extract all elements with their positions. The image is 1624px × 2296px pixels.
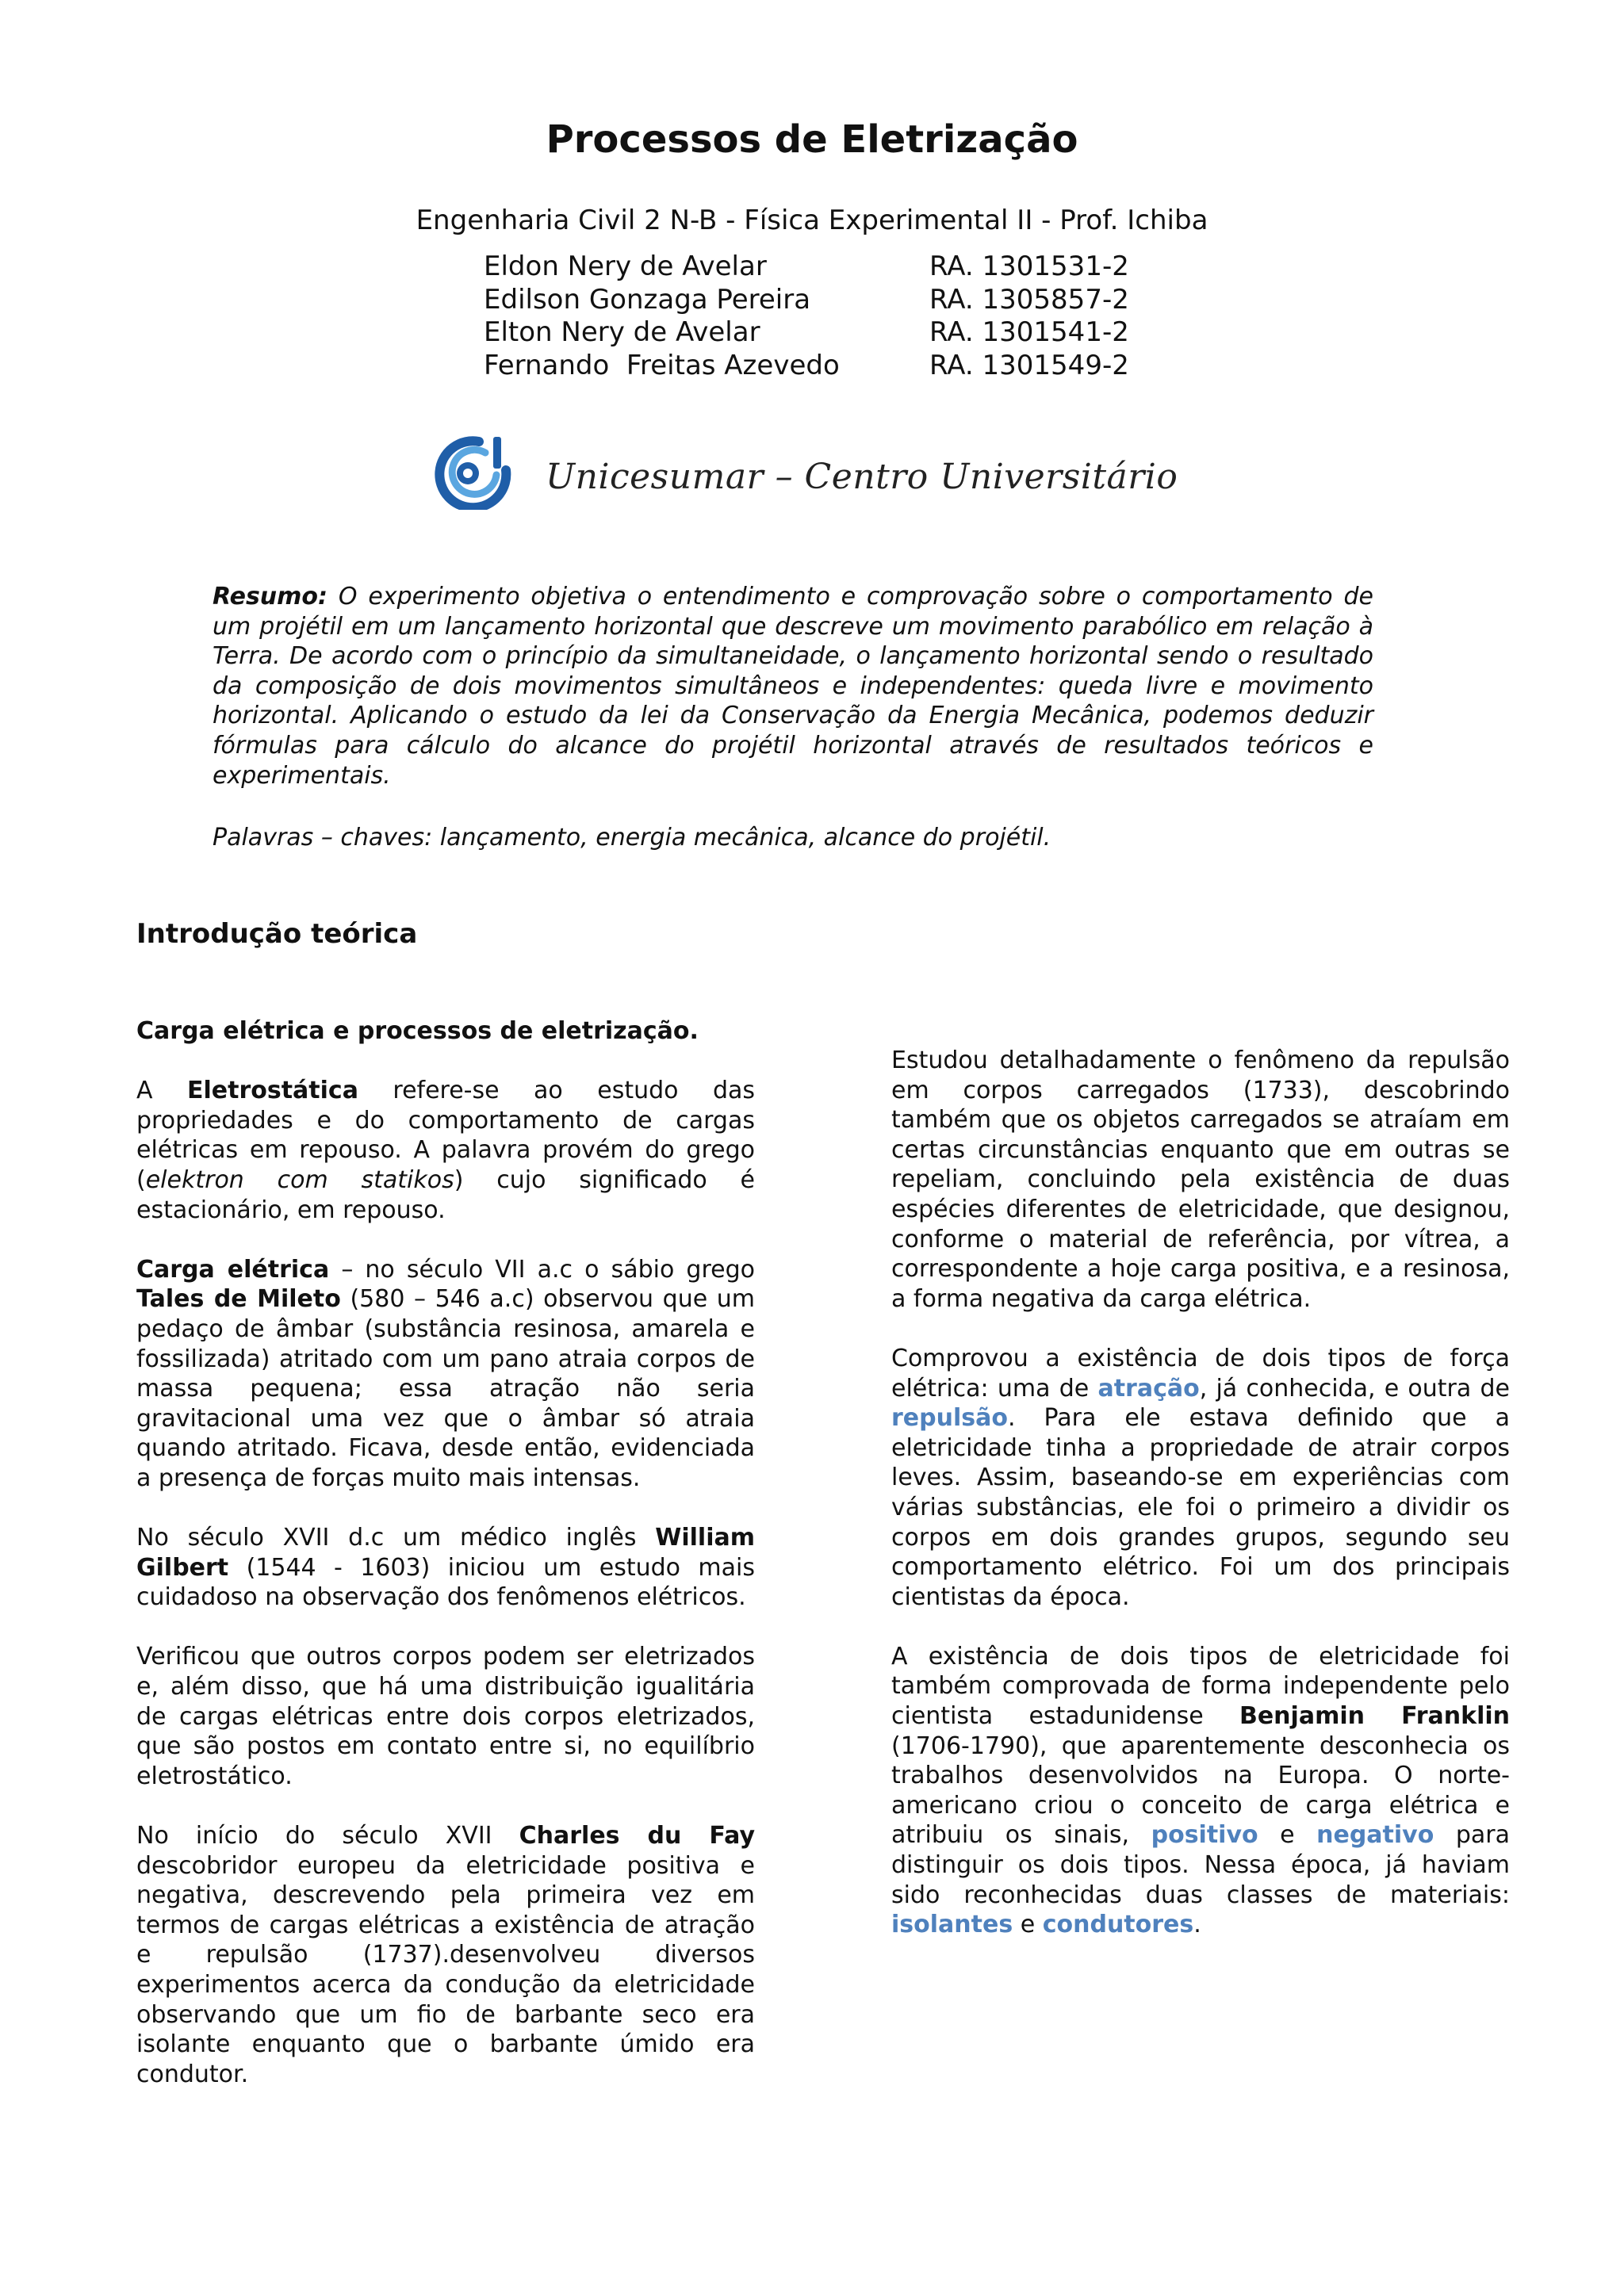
text-run: e [1258, 1821, 1317, 1850]
text-run: . Para ele estava definido que a eletricidade tinha a propriedade de atrair corpos leves. Assim, baseando-se em experiências com várias substâncias, ele foi o primeiro a dividir os corpos em dois grandes grupos, segundo seu comportamento elétrico. Foi um dos principais cientistas da época. [891, 1404, 1510, 1611]
text-run: No século XVII d.c um médico inglês [136, 1524, 656, 1552]
paragraph [891, 1344, 1510, 1612]
paragraph: Estudou detalhadamente o fenômeno da repulsão em corpos carregados (1733), descobrindo também que os objetos carregados se atraíam em certas circunstâncias enquanto que em outras se repeliam, concluindo pela existência de duas espécies diferentes de eletricidade, que designou, conforme o material de referência, por vítrea, a correspondente a hoje carga positiva, e a resinosa, a forma negativa da carga elétrica. [891, 1047, 1510, 1313]
highlighted-term: isolantes [891, 1911, 1013, 1939]
text-run: A existência de dois tipos de eletricidade foi também comprovada de forma independente pelo cientista estadunidense [891, 1642, 1510, 1731]
author-name: Fernando Freitas Azevedo [484, 350, 840, 382]
text-run: ) cujo significado é estacionário, em repouso. [136, 1165, 756, 1224]
author-ra: RA. 1301531-2 [929, 251, 1129, 282]
institution-name: Unicesumar – Centro Universitário [546, 457, 1178, 497]
paragraph [136, 1523, 755, 1613]
author-name: Eldon Nery de Avelar [484, 251, 767, 282]
author-ra: RA. 1305857-2 [929, 283, 1129, 316]
author-row [484, 251, 1129, 284]
bold-term: Carga elétrica [136, 1255, 330, 1284]
author-name: Elton Nery de Avelar [484, 316, 760, 349]
text-run: No início do século XVII [136, 1822, 519, 1850]
author-name: Edilson Gonzaga Pereira [484, 283, 811, 316]
author-ra: RA. 1301541-2 [929, 316, 1129, 349]
highlighted-term: repulsão [891, 1404, 1008, 1433]
right-column [891, 1046, 1510, 1969]
text-run: refere-se ao estudo das propriedades e do comportamento de cargas elétricas em repouso. A palavra provém do grego ( [136, 1077, 755, 1194]
author-ra: RA. 1301549-2 [929, 350, 1129, 382]
paragraph [136, 1821, 755, 2089]
university-logo [423, 434, 512, 510]
paragraph: Verificou que outros corpos podem ser eletrizados e, além disso, que há uma distribuição igualitária de cargas elétricas entre dois corpos eletrizados, que são postos em contato entre si, no equilíbrio eletrostático. [136, 1643, 755, 1790]
author-list [484, 251, 1129, 383]
highlighted-term: negativo [1316, 1821, 1434, 1850]
abstract-body: O experimento objetiva o entendimento e comprovação sobre o comportamento de um projétil em um lançamento horizontal que descreve um movimento parabólico em relação à Terra. De acordo com o princípio da simultaneidade, o lançamento horizontal sendo o resultado da composição de dois movimentos simultâneos e independentes: queda livre e movimento horizontal. Aplicando o estudo da lei da Conservação da Energia Mecânica, podemos deduzir fórmulas para cálculo do alcance do projétil horizontal através de resultados teóricos e experimentais. [213, 583, 1373, 790]
paragraph [136, 1255, 755, 1494]
section-heading: Introdução teórica [136, 918, 418, 950]
text-run: A [136, 1077, 187, 1105]
subsection-heading: Carga elétrica e processos de eletrização. [136, 1017, 699, 1045]
text-run: (1706-1790), que aparentemente desconhecia os trabalhos desenvolvidos na Europa. O norte-americano criou o conceito de carga elétrica e atribuiu os sinais, [891, 1732, 1510, 1850]
keywords: Palavras – chaves: lançamento, energia mecânica, alcance do projétil. [213, 824, 1051, 851]
text-run: . [1193, 1911, 1201, 1939]
bold-term: William Gilbert [136, 1524, 755, 1582]
bold-term: Benjamin Franklin [1239, 1702, 1510, 1731]
italic-term: elektron com statikos [145, 1165, 454, 1194]
author-row [484, 316, 1129, 350]
text-run: Comprovou a existência de dois tipos de força elétrica: uma de [891, 1344, 1510, 1402]
bold-term: Tales de Mileto [136, 1285, 341, 1314]
abstract-text [213, 582, 1373, 790]
bold-term: Eletrostática [186, 1077, 358, 1105]
text-run: descobridor europeu da eletricidade positiva e negativa, descrevendo pela primeira vez em termos de cargas elétricas a existência de atração e repulsão (1737).desenvolveu diversos experimentos acerca da condução da eletricidade observando que um fio de barbante seco era isolante enquanto que o barbante úmido era condutor. [136, 1851, 755, 2088]
text-run: (1544 - 1603) iniciou um estudo mais cuidadoso na observação dos fenômenos elétricos. [136, 1553, 755, 1612]
paragraph [136, 1076, 755, 1225]
paragraph [891, 1642, 1510, 1940]
paper-title: Processos de Eletrização [546, 117, 1078, 162]
text-run: para distinguir os dois tipos. Nessa época, já haviam sido reconhecidas duas classes de materiais: [891, 1821, 1510, 1909]
text-run: (580 – 546 a.c) observou que um pedaço de âmbar (substância resinosa, amarela e fossilizada) atritado com um pano atraia corpos de massa pequena; essa atração não seria gravitacional uma vez que o âmbar só atraia quando atritado. Ficava, desde então, evidenciada a presença de forças muito mais intensas. [136, 1285, 755, 1492]
text-run: – no século VII a.c o sábio grego [329, 1255, 755, 1284]
abstract-label: Resumo: [213, 583, 328, 610]
abstract [213, 582, 1373, 790]
author-row [484, 350, 1129, 383]
text-run: e [1013, 1911, 1043, 1939]
highlighted-term: atração [1097, 1374, 1200, 1402]
text-run: , já conhecida, e outra de [1199, 1374, 1510, 1402]
highlighted-term: condutores [1042, 1911, 1194, 1939]
bold-term: Charles du Fay [519, 1822, 756, 1850]
left-column [136, 1016, 755, 2119]
course-info: Engenharia Civil 2 N-B - Física Experimental II - Prof. Ichiba [416, 205, 1208, 236]
author-row [484, 284, 1129, 317]
highlighted-term: positivo [1151, 1821, 1258, 1850]
